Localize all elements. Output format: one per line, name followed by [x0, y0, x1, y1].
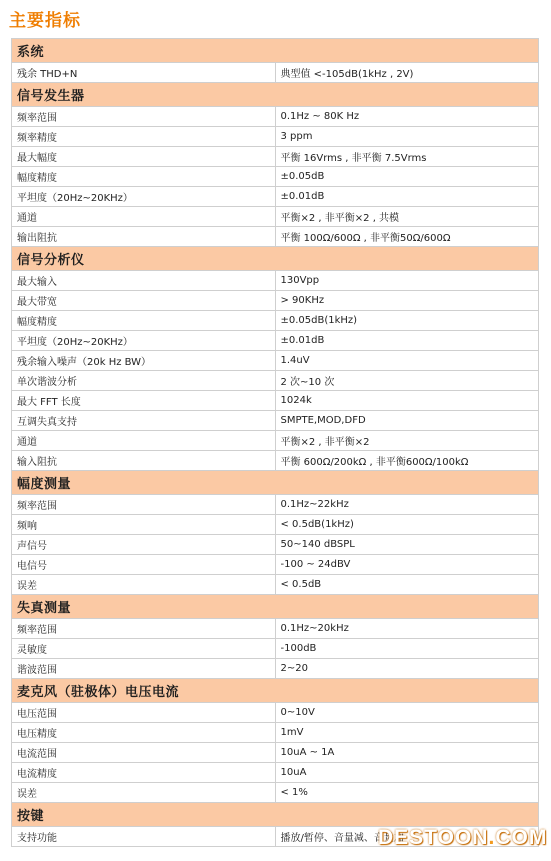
spec-row: [12, 575, 539, 595]
section-header: [12, 39, 539, 63]
spec-value: 平衡 600Ω/200kΩ , 非平衡600Ω/100kΩ: [275, 451, 539, 471]
spec-row: [12, 451, 539, 471]
spec-row: [12, 291, 539, 311]
spec-label: 电压精度: [12, 723, 276, 743]
spec-label: 输入阻抗: [12, 451, 276, 471]
spec-table: [11, 38, 539, 847]
spec-label: 通道: [12, 431, 276, 451]
section-title: 信号发生器: [12, 83, 539, 107]
spec-label: 幅度精度: [12, 311, 276, 331]
spec-label: 最大输入: [12, 271, 276, 291]
spec-value: < 0.5dB: [275, 575, 539, 595]
spec-row: [12, 147, 539, 167]
spec-row: [12, 227, 539, 247]
spec-row: [12, 431, 539, 451]
spec-row: [12, 659, 539, 679]
spec-value: 0.1Hz ~ 80K Hz: [275, 107, 539, 127]
section-title: 幅度测量: [12, 471, 539, 495]
section-title: 按键: [12, 803, 539, 827]
spec-row: [12, 187, 539, 207]
section-title: 系统: [12, 39, 539, 63]
spec-label: 灵敏度: [12, 639, 276, 659]
spec-value: 0.1Hz~20kHz: [275, 619, 539, 639]
spec-row: [12, 331, 539, 351]
spec-label: 频率精度: [12, 127, 276, 147]
section-title: 失真测量: [12, 595, 539, 619]
spec-label: 互调失真支持: [12, 411, 276, 431]
spec-value: ±0.01dB: [275, 187, 539, 207]
spec-value: 1.4uV: [275, 351, 539, 371]
spec-value: 1024k: [275, 391, 539, 411]
spec-label: 残余 THD+N: [12, 63, 276, 83]
spec-label: 平坦度（20Hz~20KHz）: [12, 187, 276, 207]
spec-label: 幅度精度: [12, 167, 276, 187]
spec-value: 2~20: [275, 659, 539, 679]
spec-label: 最大幅度: [12, 147, 276, 167]
spec-label: 频率范围: [12, 619, 276, 639]
spec-value: 0.1Hz~22kHz: [275, 495, 539, 515]
spec-label: 谐波范围: [12, 659, 276, 679]
spec-row: [12, 535, 539, 555]
spec-label: 最大 FFT 长度: [12, 391, 276, 411]
spec-row: [12, 207, 539, 227]
spec-value: ±0.01dB: [275, 331, 539, 351]
spec-label: 频率范围: [12, 495, 276, 515]
spec-value: ±0.05dB: [275, 167, 539, 187]
spec-row: [12, 763, 539, 783]
spec-value: 1mV: [275, 723, 539, 743]
watermark-text-suffix: COM: [495, 826, 548, 849]
spec-label: 输出阻抗: [12, 227, 276, 247]
spec-value: 3 ppm: [275, 127, 539, 147]
spec-label: 误差: [12, 783, 276, 803]
spec-label: 频率范围: [12, 107, 276, 127]
section-header: [12, 679, 539, 703]
spec-row: [12, 311, 539, 331]
spec-label: 电流范围: [12, 743, 276, 763]
spec-label: 电流精度: [12, 763, 276, 783]
spec-value: 2 次~10 次: [275, 371, 539, 391]
spec-value: 130Vpp: [275, 271, 539, 291]
spec-label: 单次谐波分析: [12, 371, 276, 391]
spec-row: [12, 619, 539, 639]
spec-label: 电压范围: [12, 703, 276, 723]
page-title: 主要指标: [9, 11, 81, 31]
spec-label: 声信号: [12, 535, 276, 555]
spec-value: 0~10V: [275, 703, 539, 723]
spec-value: 50~140 dBSPL: [275, 535, 539, 555]
spec-value: SMPTE,MOD,DFD: [275, 411, 539, 431]
spec-row: [12, 515, 539, 535]
spec-row: [12, 555, 539, 575]
spec-value: < 0.5dB(1kHz): [275, 515, 539, 535]
spec-value: 播放/暂停、音量减、音量加: [275, 827, 539, 847]
spec-value: 平衡×2 , 非平衡×2: [275, 431, 539, 451]
spec-value: -100 ~ 24dBV: [275, 555, 539, 575]
spec-value: 平衡 100Ω/600Ω , 非平衡50Ω/600Ω: [275, 227, 539, 247]
spec-label: 通道: [12, 207, 276, 227]
spec-label: 电信号: [12, 555, 276, 575]
spec-row: [12, 411, 539, 431]
spec-row: [12, 351, 539, 371]
spec-row: [12, 371, 539, 391]
spec-value: > 90KHz: [275, 291, 539, 311]
watermark-text-main: DESTOON: [378, 826, 489, 849]
spec-row: [12, 723, 539, 743]
spec-value: ±0.05dB(1kHz): [275, 311, 539, 331]
spec-value: 10uA: [275, 763, 539, 783]
spec-row: [12, 639, 539, 659]
spec-value: < 1%: [275, 783, 539, 803]
spec-row: [12, 391, 539, 411]
spec-label: 平坦度（20Hz~20KHz）: [12, 331, 276, 351]
spec-value: 平衡×2 , 非平衡×2 , 共模: [275, 207, 539, 227]
spec-value: 10uA ~ 1A: [275, 743, 539, 763]
spec-row: [12, 495, 539, 515]
section-header: [12, 803, 539, 827]
spec-row: [12, 63, 539, 83]
watermark-logo: [378, 826, 547, 850]
watermark-dot: .: [488, 826, 496, 849]
spec-label: 频响: [12, 515, 276, 535]
spec-label: 最大带宽: [12, 291, 276, 311]
section-title: 信号分析仪: [12, 247, 539, 271]
spec-row: [12, 703, 539, 723]
spec-row: [12, 167, 539, 187]
section-title: 麦克风（驻极体）电压电流: [12, 679, 539, 703]
spec-value: 典型值 <-105dB(1kHz , 2V): [275, 63, 539, 83]
section-header: [12, 471, 539, 495]
spec-row: [12, 107, 539, 127]
section-header: [12, 247, 539, 271]
spec-label: 误差: [12, 575, 276, 595]
spec-value: 平衡 16Vrms , 非平衡 7.5Vrms: [275, 147, 539, 167]
spec-row: [12, 127, 539, 147]
spec-label: 支持功能: [12, 827, 276, 847]
spec-row: [12, 743, 539, 763]
spec-row: [12, 783, 539, 803]
section-header: [12, 83, 539, 107]
spec-label: 残余输入噪声（20k Hz BW）: [12, 351, 276, 371]
spec-row: [12, 271, 539, 291]
spec-value: -100dB: [275, 639, 539, 659]
section-header: [12, 595, 539, 619]
